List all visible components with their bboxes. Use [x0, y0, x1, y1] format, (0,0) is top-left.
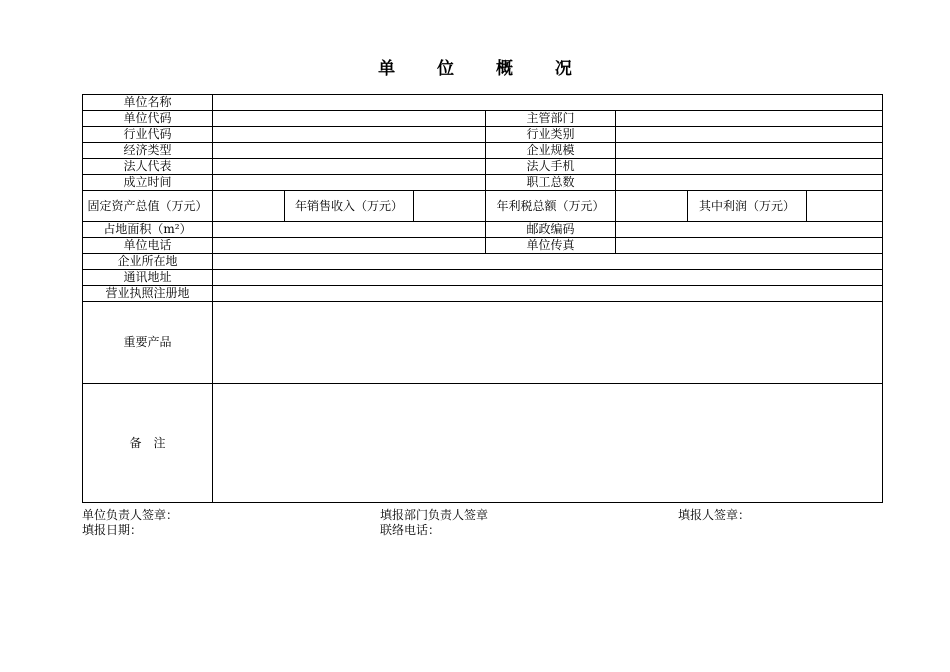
industry-category-label: 行业类别 [486, 127, 616, 143]
dept-head-signature: 填报部门负责人签章 [380, 508, 489, 522]
profit-label: 其中利润（万元） [688, 191, 807, 222]
main-products-label: 重要产品 [83, 302, 213, 384]
unit-fax-field[interactable] [616, 238, 883, 254]
mailing-address-field[interactable] [213, 270, 883, 286]
legal-rep-field[interactable] [213, 159, 486, 175]
page-title: 单 位 概 况 [378, 59, 590, 79]
postal-code-label: 邮政编码 [486, 222, 616, 238]
supervisor-dept-field[interactable] [616, 111, 883, 127]
annual-profit-tax-field[interactable] [616, 191, 688, 222]
land-area-field[interactable] [213, 222, 486, 238]
fixed-assets-label: 固定资产总值（万元） [83, 191, 213, 222]
land-area-label: 占地面积（m²） [83, 222, 213, 238]
enterprise-scale-field[interactable] [616, 143, 883, 159]
total-staff-label: 职工总数 [486, 175, 616, 191]
legal-rep-label: 法人代表 [83, 159, 213, 175]
remarks-field[interactable] [213, 384, 883, 503]
location-field[interactable] [213, 254, 883, 270]
profit-field[interactable] [807, 191, 883, 222]
founded-time-label: 成立时间 [83, 175, 213, 191]
industry-code-label: 行业代码 [83, 127, 213, 143]
contact-phone: 联络电话： [380, 523, 441, 537]
license-address-label: 营业执照注册地 [83, 286, 213, 302]
unit-name-field[interactable] [213, 95, 883, 111]
unit-fax-label: 单位传真 [486, 238, 616, 254]
license-address-field[interactable] [213, 286, 883, 302]
supervisor-dept-label: 主管部门 [486, 111, 616, 127]
signature-footer [82, 508, 882, 538]
annual-sales-field[interactable] [414, 191, 486, 222]
legal-mobile-label: 法人手机 [486, 159, 616, 175]
legal-mobile-field[interactable] [616, 159, 883, 175]
postal-code-field[interactable] [616, 222, 883, 238]
location-label: 企业所在地 [83, 254, 213, 270]
unit-overview-form [82, 94, 883, 503]
remarks-label: 备 注 [83, 384, 213, 503]
mailing-address-label: 通讯地址 [83, 270, 213, 286]
industry-code-field[interactable] [213, 127, 486, 143]
unit-phone-label: 单位电话 [83, 238, 213, 254]
unit-code-field[interactable] [213, 111, 486, 127]
unit-head-signature: 单位负责人签章： [82, 508, 179, 522]
unit-phone-field[interactable] [213, 238, 486, 254]
fill-date: 填报日期： [82, 523, 143, 537]
annual-sales-label: 年销售收入（万元） [285, 191, 414, 222]
enterprise-scale-label: 企业规模 [486, 143, 616, 159]
filler-signature: 填报人签章： [678, 508, 751, 522]
unit-name-label: 单位名称 [83, 95, 213, 111]
main-products-field[interactable] [213, 302, 883, 384]
economy-type-label: 经济类型 [83, 143, 213, 159]
economy-type-field[interactable] [213, 143, 486, 159]
fixed-assets-field[interactable] [213, 191, 285, 222]
annual-profit-tax-label: 年利税总额（万元） [486, 191, 616, 222]
total-staff-field[interactable] [616, 175, 883, 191]
industry-category-field[interactable] [616, 127, 883, 143]
unit-code-label: 单位代码 [83, 111, 213, 127]
founded-time-field[interactable] [213, 175, 486, 191]
